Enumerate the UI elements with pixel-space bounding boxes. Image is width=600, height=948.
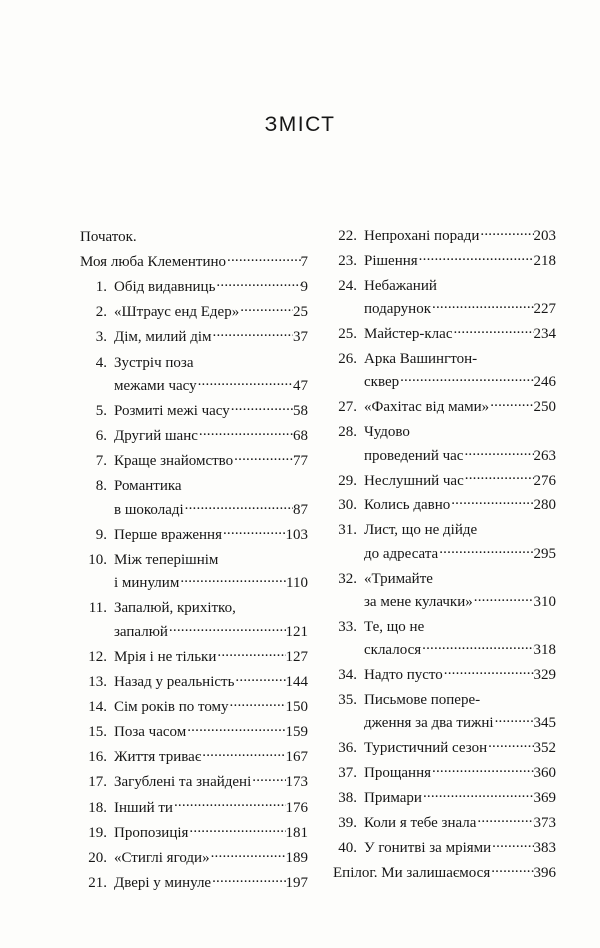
chapter-number: 7. <box>95 453 107 470</box>
chapter-title: проведений час <box>364 447 464 464</box>
toc-entry-line <box>80 822 308 845</box>
chapter-title: Другий шанс <box>114 428 198 445</box>
page-number: 150 <box>285 699 308 716</box>
toc-entry <box>333 348 556 395</box>
dot-leader <box>418 250 534 273</box>
page-number: 218 <box>533 252 556 269</box>
page-number: 189 <box>285 849 308 866</box>
page-number: 144 <box>285 674 308 690</box>
chapter-number: 35. <box>338 692 357 709</box>
page-number: 121 <box>285 623 308 640</box>
chapter-number: 21. <box>88 874 107 891</box>
toc-entry <box>80 797 308 820</box>
chapter-number: 2. <box>95 304 107 321</box>
page-number: 329 <box>533 667 556 684</box>
chapter-title: «Фахітас від мами» <box>364 399 490 416</box>
toc-entry <box>333 762 556 785</box>
chapter-number: 6. <box>95 428 107 445</box>
dot-leader <box>184 499 293 522</box>
chapter-title: Небажаний <box>364 277 437 294</box>
toc-entry-line <box>80 847 308 870</box>
toc-entry-line <box>333 323 556 346</box>
page-number: 246 <box>533 374 556 391</box>
toc-entry-line <box>80 872 308 895</box>
page-number: 47 <box>293 377 308 394</box>
toc-entry-line <box>333 275 556 298</box>
toc-entry-line <box>333 250 556 273</box>
page-number: 383 <box>533 840 556 856</box>
toc-entry <box>80 251 308 274</box>
chapter-title: Пропозиція <box>114 824 189 841</box>
chapter-title: Прощання <box>364 765 431 782</box>
dot-leader <box>197 375 293 398</box>
chapter-number: 36. <box>338 740 357 757</box>
toc-entry-line <box>333 445 556 468</box>
dot-leader <box>234 671 285 694</box>
toc-entry-line <box>333 371 556 394</box>
dot-leader <box>201 746 285 769</box>
chapter-title: Двері у минуле <box>114 874 212 891</box>
toc-entry-line <box>80 251 308 274</box>
chapter-number: 40. <box>338 840 357 856</box>
chapter-number: 16. <box>88 749 107 766</box>
toc-entry-line <box>80 326 308 349</box>
chapter-number: 23. <box>338 252 357 269</box>
toc-entry-line <box>80 276 308 299</box>
toc-entry <box>80 475 308 522</box>
chapter-number: 26. <box>338 351 357 367</box>
chapter-number: 28. <box>338 424 357 441</box>
page-number: 176 <box>285 799 308 816</box>
page-number: 127 <box>285 648 308 665</box>
chapter-number: 29. <box>338 472 357 489</box>
dot-leader <box>212 326 294 349</box>
toc-entry-line <box>333 591 556 614</box>
dot-leader <box>473 591 534 614</box>
page-number: 310 <box>533 593 556 610</box>
chapter-number: 39. <box>338 815 357 832</box>
chapter-title: Назад у реальність <box>114 674 235 690</box>
toc-entry <box>333 812 556 835</box>
page-number: 369 <box>533 790 556 807</box>
toc-entry-line <box>80 301 308 324</box>
chapter-title: Туристичний сезон <box>364 740 488 757</box>
chapter-title: Початок. <box>80 229 137 245</box>
toc-entry <box>80 524 308 547</box>
toc-entry <box>80 326 308 349</box>
dot-leader <box>251 771 285 794</box>
toc-entry-line <box>80 475 308 498</box>
page-number: 280 <box>533 497 556 514</box>
toc-entry <box>80 646 308 669</box>
chapter-number: 12. <box>88 648 107 665</box>
page-number: 110 <box>286 575 308 592</box>
dot-leader <box>210 847 286 870</box>
toc-entry <box>333 225 556 248</box>
dot-leader <box>233 450 293 473</box>
page-number: 373 <box>533 815 556 832</box>
page-number: 87 <box>293 501 308 518</box>
dot-leader <box>438 543 533 566</box>
chapter-number: 15. <box>88 724 107 741</box>
dot-leader <box>494 712 534 735</box>
chapter-number: 17. <box>88 774 107 791</box>
toc-entry-line <box>333 568 556 591</box>
chapter-number: 34. <box>338 667 357 684</box>
dot-leader <box>239 301 293 324</box>
toc-entry-line <box>333 712 556 735</box>
chapter-title: Неслушний час <box>364 472 464 489</box>
page-number: 318 <box>533 642 556 659</box>
dot-leader <box>399 371 533 394</box>
toc-entry-line <box>80 549 308 572</box>
chapter-title: сквер <box>364 374 400 391</box>
dot-leader <box>479 225 533 248</box>
page-number: 396 <box>533 864 556 881</box>
dot-leader <box>168 621 286 644</box>
toc-entry <box>80 671 308 694</box>
chapter-title: Краще знайомство <box>114 453 234 470</box>
page-number: 25 <box>293 304 308 321</box>
page-number: 7 <box>300 254 308 271</box>
dot-leader <box>215 276 300 299</box>
chapter-title: «Стиглі ягоди» <box>114 849 210 866</box>
toc-entry <box>333 396 556 419</box>
toc-entry <box>333 323 556 346</box>
toc-entry <box>333 616 556 663</box>
chapter-number: 30. <box>338 497 357 514</box>
chapter-title: Моя люба Клементино <box>80 254 226 271</box>
chapter-title: Коли я тебе знала <box>364 815 477 832</box>
chapter-number: 3. <box>95 329 107 346</box>
chapter-number: 20. <box>88 849 107 866</box>
chapter-title: Дім, милий дім <box>114 329 212 346</box>
toc-entry-line <box>333 616 556 639</box>
chapter-title: Мрія і не тільки <box>114 648 217 665</box>
page-number: 58 <box>293 403 308 419</box>
chapter-title: дження за два тижні <box>364 715 494 732</box>
dot-leader <box>476 812 533 835</box>
toc-entry <box>80 771 308 794</box>
dot-leader <box>226 251 301 274</box>
toc-entry <box>80 226 308 249</box>
dot-leader <box>173 797 286 820</box>
chapter-title: Непрохані поради <box>364 228 480 244</box>
dot-leader <box>431 298 533 321</box>
chapter-title: Надто пусто <box>364 667 443 684</box>
toc-entry-line <box>333 737 556 760</box>
toc-entry <box>333 519 556 566</box>
dot-leader <box>452 323 533 346</box>
page-number: 234 <box>533 326 556 343</box>
toc-entry-line <box>80 375 308 398</box>
dot-leader <box>431 762 534 785</box>
chapter-title: Між теперішнім <box>114 551 219 568</box>
chapter-title: Перше враження <box>114 526 222 543</box>
toc-entry <box>333 470 556 493</box>
page-number: 77 <box>293 453 308 470</box>
chapter-title: подарунок <box>364 301 432 318</box>
chapter-title: Арка Вашингтон- <box>364 351 478 367</box>
dot-leader <box>188 822 285 845</box>
page-number: 263 <box>533 447 556 464</box>
chapter-title: У гонитві за мріями <box>364 840 492 856</box>
chapter-title: Запалюй, крихітко, <box>114 600 236 617</box>
toc-entry-line <box>80 597 308 620</box>
chapter-number: 19. <box>88 824 107 841</box>
toc-entry <box>333 421 556 468</box>
page-title: ЗМІСТ <box>264 113 336 136</box>
toc-entry <box>80 822 308 845</box>
chapter-title: Розмиті межі часу <box>114 403 230 419</box>
chapter-title: Життя триває <box>114 749 202 766</box>
toc-entry <box>333 664 556 687</box>
toc-entry-line <box>333 639 556 662</box>
chapter-title: Примари <box>364 790 422 807</box>
toc-entry-line <box>80 746 308 769</box>
dot-leader <box>179 572 286 595</box>
dot-leader <box>198 425 293 448</box>
toc-entry-line <box>333 470 556 493</box>
chapter-number: 33. <box>338 618 357 635</box>
toc-entry <box>80 352 308 399</box>
toc-entry-line <box>80 646 308 669</box>
chapter-number: 31. <box>338 522 357 539</box>
chapter-title: Майстер-клас <box>364 326 453 343</box>
page-number: 37 <box>293 329 308 346</box>
page-number: 345 <box>533 715 556 732</box>
toc-entry-line <box>333 519 556 542</box>
chapter-title: і минулим <box>114 575 180 592</box>
toc-entry <box>80 425 308 448</box>
toc-entry-line <box>333 298 556 321</box>
page-number: 68 <box>293 428 308 445</box>
toc-entry <box>333 275 556 322</box>
toc-entry-line <box>333 812 556 835</box>
page-number: 227 <box>533 301 556 318</box>
toc-entry-line <box>80 499 308 522</box>
toc-entry-line <box>80 450 308 473</box>
chapter-title: до адресата <box>364 545 439 562</box>
chapter-title: Чудово <box>364 424 410 441</box>
dot-leader <box>421 639 533 662</box>
toc-entry-line <box>80 226 308 249</box>
toc-entry <box>333 737 556 760</box>
page-number: 250 <box>533 399 556 416</box>
toc-entry <box>80 549 308 596</box>
page-number: 181 <box>285 824 308 841</box>
chapter-number: 8. <box>95 478 107 495</box>
chapter-title: в шоколаді <box>114 501 184 518</box>
toc-entry-line <box>80 572 308 595</box>
chapter-title: Зустріч поза <box>114 354 194 371</box>
dot-leader <box>450 494 533 517</box>
toc-entry-line <box>80 797 308 820</box>
dot-leader <box>216 646 285 669</box>
toc-entry <box>80 276 308 299</box>
page-number: 103 <box>285 526 308 543</box>
chapter-title: Епілог. Ми залишаємося <box>333 864 491 881</box>
toc-entry <box>333 689 556 736</box>
dot-leader <box>463 445 533 468</box>
toc-entry <box>80 301 308 324</box>
chapter-number: 5. <box>95 403 107 419</box>
toc-entry-line <box>333 664 556 687</box>
toc-entry-line <box>80 524 308 547</box>
toc-entry-line <box>333 421 556 444</box>
chapter-title: Обід видавниць <box>114 279 216 296</box>
dot-leader <box>222 524 286 547</box>
chapter-title: «Тримайте <box>364 570 433 587</box>
chapter-title: Загублені та знайдені <box>114 774 252 791</box>
dot-leader <box>489 396 533 419</box>
toc-entry <box>333 568 556 615</box>
toc-entry <box>80 721 308 744</box>
toc-entry-line <box>80 425 308 448</box>
page-number: 167 <box>285 749 308 766</box>
chapter-title: межами часу <box>114 377 197 394</box>
toc-entry <box>80 696 308 719</box>
chapter-number: 38. <box>338 790 357 807</box>
chapter-number: 10. <box>88 551 107 568</box>
toc-entry-line <box>333 862 556 885</box>
toc-entry <box>333 862 556 885</box>
chapter-number: 24. <box>338 277 357 294</box>
page-number: 9 <box>300 279 308 296</box>
chapter-number: 32. <box>338 570 357 587</box>
chapter-number: 18. <box>88 799 107 816</box>
dot-leader <box>186 721 285 744</box>
chapter-number: 1. <box>95 279 107 296</box>
dot-leader <box>487 737 533 760</box>
toc-entry-line <box>80 771 308 794</box>
toc-entry <box>80 597 308 644</box>
chapter-number: 37. <box>338 765 357 782</box>
toc-entry-line <box>80 621 308 644</box>
toc-entry <box>333 494 556 517</box>
page-number: 352 <box>533 740 556 757</box>
toc-entry <box>80 400 308 423</box>
toc-entry-line <box>333 396 556 419</box>
page-number: 173 <box>285 774 308 791</box>
chapter-title: Те, що не <box>364 618 425 635</box>
toc-entry <box>80 450 308 473</box>
toc-entry-line <box>333 689 556 712</box>
page-number: 203 <box>533 228 556 244</box>
chapter-title: Рішення <box>364 252 418 269</box>
chapter-title: Колись давно <box>364 497 451 514</box>
chapter-title: Сім років по тому <box>114 699 229 716</box>
chapter-title: склалося <box>364 642 422 659</box>
toc-entry-line <box>333 543 556 566</box>
toc-entry <box>80 847 308 870</box>
dot-leader <box>443 664 534 687</box>
chapter-number: 27. <box>338 399 357 416</box>
chapter-title: запалюй <box>114 623 168 640</box>
chapter-number: 25. <box>338 326 357 343</box>
chapter-number: 22. <box>338 228 357 244</box>
toc-entry <box>333 250 556 273</box>
dot-leader <box>211 872 285 895</box>
dot-leader <box>491 837 533 860</box>
chapter-number: 13. <box>88 674 107 690</box>
toc-entry-line <box>333 494 556 517</box>
chapter-number: 9. <box>95 526 107 543</box>
page-number: 295 <box>533 545 556 562</box>
page-number: 197 <box>285 874 308 891</box>
chapter-number: 14. <box>88 699 107 716</box>
page-number: 159 <box>285 724 308 741</box>
chapter-title: Письмове попере- <box>364 692 481 709</box>
dot-leader <box>464 470 534 493</box>
toc-entry-line <box>333 762 556 785</box>
toc-entry-line <box>333 787 556 810</box>
chapter-number: 4. <box>95 354 107 371</box>
toc-entry-line <box>80 696 308 719</box>
page-number: 276 <box>533 472 556 489</box>
toc-entry <box>80 746 308 769</box>
chapter-title: за мене кулачки» <box>364 593 473 610</box>
toc-entry-line <box>80 400 308 423</box>
toc-entry-line <box>80 671 308 694</box>
toc-entry-line <box>80 352 308 375</box>
chapter-title: Інший ти <box>114 799 173 816</box>
toc-entry-line <box>333 837 556 860</box>
toc-entry <box>333 787 556 810</box>
chapter-number: 11. <box>88 600 107 617</box>
dot-leader <box>422 787 534 810</box>
toc-entry <box>333 837 556 860</box>
toc-entry-line <box>333 225 556 248</box>
toc-entry-line <box>80 721 308 744</box>
chapter-title: Лист, що не дійде <box>364 522 478 539</box>
dot-leader <box>230 400 293 423</box>
toc-entry <box>80 872 308 895</box>
dot-leader <box>490 862 533 885</box>
dot-leader <box>229 696 286 719</box>
toc-entry-line <box>333 348 556 371</box>
page-number: 360 <box>533 765 556 782</box>
chapter-title: Поза часом <box>114 724 187 741</box>
chapter-title: Романтика <box>114 478 182 495</box>
chapter-title: «Штраус енд Едер» <box>114 304 240 321</box>
